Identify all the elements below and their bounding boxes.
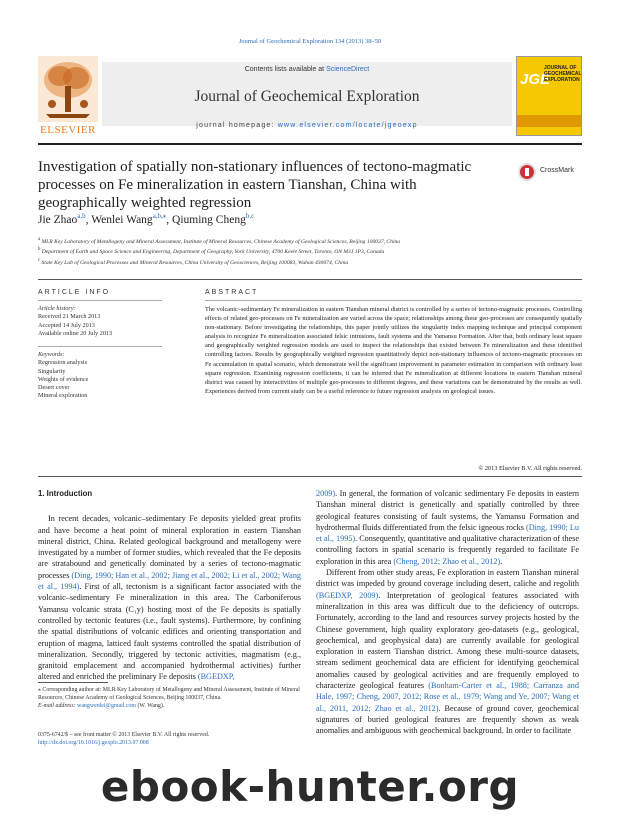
author-separator: , xyxy=(166,213,173,226)
paragraph-text: . xyxy=(500,556,503,566)
history-item: Available online 20 July 2013 xyxy=(38,329,113,337)
paragraph-text: . Consequently, quantitative and qualitative characterization of these controlling factors in spatial scenario is frequently regarded to facilitate Fe exploration in this area xyxy=(316,534,579,566)
keywords-block xyxy=(38,351,162,401)
header-divider xyxy=(38,279,582,280)
citation-link[interactable]: (BGEDXP, 2009) xyxy=(316,590,379,600)
keyword-item: Mineral exploration xyxy=(38,392,88,400)
journal-citation[interactable]: Journal of Geochemical Exploration 134 (2013) 38–50 xyxy=(238,38,382,45)
keyword-item: Desert cover xyxy=(38,384,70,392)
abstract-bottom-rule xyxy=(38,476,582,477)
cover-band xyxy=(517,115,581,127)
history-item: Accepted 14 July 2013 xyxy=(38,321,95,329)
homepage-line xyxy=(102,122,512,129)
abstract-rule xyxy=(205,300,582,301)
homepage-link[interactable]: www.elsevier.com/locate/jgeoexp xyxy=(277,122,418,129)
cover-abbreviation: JGE xyxy=(520,71,551,88)
history-label: Article history: xyxy=(38,305,76,312)
body-paragraph xyxy=(316,567,579,736)
author-name: Wenlei Wang xyxy=(91,213,153,226)
paragraph-text: . In general, the formation of volcanic sedimentary Fe deposits in eastern Tianshan mineral district is genetically and spatially controlled by three geological features consisting of fault systems, the Yamansu Formation and hydrothermal fluids differentiated from the felsic igneous rocks xyxy=(316,489,579,532)
body-column-right xyxy=(316,488,579,737)
sciencedirect-link[interactable]: ScienceDirect xyxy=(326,66,370,73)
elsevier-logo xyxy=(38,56,98,136)
citation-link[interactable]: (BGEDXP, xyxy=(197,672,235,682)
elsevier-tree-icon xyxy=(38,56,98,122)
affiliation-list xyxy=(38,236,582,267)
journal-masthead xyxy=(38,52,582,138)
left-paragraphs xyxy=(38,513,301,682)
author-name: Qiuming Cheng xyxy=(172,213,246,226)
doi-link[interactable]: http://dx.doi.org/10.1016/j.gexplo.2013.07.008 xyxy=(38,740,149,746)
email-label: E-mail address: xyxy=(38,703,78,709)
affiliation-item xyxy=(38,236,582,246)
affiliation-text: Department of Earth and Space Science and Engineering, Department of Geography, York University, 4700 Keele Street, Toronto, ON M3J 1P3, Canada xyxy=(41,249,385,256)
keywords-label: Keywords: xyxy=(38,351,65,358)
abstract-heading: ABSTRACT xyxy=(205,289,259,296)
journal-cover-thumbnail xyxy=(516,56,582,136)
corresponding-author-footnote xyxy=(38,686,301,710)
paragraph-text: Different from other study areas, Fe exploration in eastern Tianshan mineral district was impeded by ground coverage including desert, caliche and regolith xyxy=(316,568,579,589)
affiliation-marker: b xyxy=(38,247,41,253)
article-info-rule xyxy=(38,300,162,301)
affiliation-item xyxy=(38,257,582,267)
body-paragraph xyxy=(38,513,301,682)
author-affiliation-marker[interactable]: b,c xyxy=(245,212,255,220)
paragraph-text: . Because of ground cover, geochemical signatures of buried geological features are frequently shown as weak anomalies and ambiguous with geochemical background. In order to facilitate xyxy=(316,703,580,736)
history-list xyxy=(38,313,162,338)
contents-prefix: Contents lists available at xyxy=(244,66,327,73)
paragraph-text: In recent decades, volcanic–sedimentary Fe deposits yielded great profits and have become a heat point of mineral exploration in eastern Tianshan mineral district, China. Related geological background and metallogeny were investigated by a number of former studies, which revealed that the Fe deposits are stratabound and genetically dominated by a series of tectono-magmatic processes xyxy=(38,514,301,580)
citation-link[interactable]: (Bonham-Carter et al., 1988; Carranza and Hale, 1997; Cheng, 2007, 2012; Rose et al., 1979; Wang and Ye, 2007; Wang et al., 2011, 2012; Zhao et al., 2012) xyxy=(316,681,579,713)
journal-name: Journal of Geochemical Exploration xyxy=(194,88,420,105)
keyword-item: Regression analysis xyxy=(38,359,87,367)
masthead-rule xyxy=(38,143,582,145)
affiliation-marker: a xyxy=(38,237,41,242)
section-title-introduction: 1. Introduction xyxy=(38,489,93,498)
footnote-rule xyxy=(38,682,108,683)
article-info-heading: ARTICLE INFO xyxy=(38,289,111,296)
right-paragraphs xyxy=(316,488,579,737)
author-affiliation-marker[interactable]: a,b,⁎ xyxy=(152,212,167,220)
keywords-rule xyxy=(38,346,162,347)
author-name: Jie Zhao xyxy=(38,213,78,226)
history-item: Received 21 March 2013 xyxy=(38,313,101,321)
citation-link[interactable]: 2009) xyxy=(316,489,336,498)
issn-block xyxy=(38,731,301,747)
paragraph-text: . Interpretation of geological features associated with mineralization in this area was difficult due to the deficiency of outcrops. Fortunately, according to the land and resources survey projects hosted by the Chinese government, high quality exploratory geo-datasets (e.g., geological, geochemical, and geophysical data) are currently available for geological exploration in eastern Tianshan district. Among these multi-source datasets, stream sediment geochemical data are efficient for identifying geochemical anomalies caused by geological activities and are frequently employed to characterize geological features xyxy=(316,590,579,691)
affiliation-text: MLR Key Laboratory of Metallogeny and Mineral Assessment, Institute of Mineral Resources, Chinese Academy of Geological Sciences, Beijing 100037, China xyxy=(41,238,401,245)
watermark-text: ebook-hunter.org xyxy=(100,762,520,811)
affiliation-item xyxy=(38,246,582,256)
issn-line: 0375-6742/$ – see front matter © 2013 Elsevier B.V. All rights reserved. xyxy=(38,732,210,738)
citation-link[interactable]: (Ding, 1990; Han et al., 2002; Jiang et al., 2002; Li et al., 2002; Wang et al., 1994) xyxy=(38,570,302,592)
crossmark-icon xyxy=(518,163,536,181)
citation-link[interactable]: (Ding, 1990; Lu et al., 1995) xyxy=(316,522,579,544)
corresponding-author-text: ⁎ Corresponding author at: MLR Key Laboratory of Metallogeny and Mineral Assessment, Institute of Mineral Resources, Chinese Academy of Geological Sciences, Beijing 100037, China. xyxy=(38,687,300,701)
body-column-left xyxy=(38,488,301,683)
body-paragraph xyxy=(316,488,579,567)
cover-title: JOURNAL OF GEOCHEMICAL EXPLORATION xyxy=(544,65,582,83)
keyword-item: Singularity xyxy=(38,367,66,375)
crossmark-badge[interactable] xyxy=(518,162,588,184)
crossmark-label: CrossMark xyxy=(540,167,574,174)
article-title: Investigation of spatially non-stationary influences of tectono-magmatic processes on Fe mineralization in eastern Tianshan, China with geographically weighted regression xyxy=(38,159,472,211)
author-list xyxy=(38,212,582,226)
affiliation-marker: c xyxy=(38,257,41,263)
keyword-item: Weights of evidence xyxy=(38,375,89,383)
affiliation-text: State Key Lab of Geological Processes and Mineral Resources, China University of Geosciences, Beijing 100083, Wuhan 430074, China xyxy=(41,259,349,266)
paragraph-text: . First of all, tectonism is a significant factor associated with the volcanic–sedimentary Fe mineralization in this area. The Carboniferous Yamansu volcanic strata (C₁y) hosting most of the Fe deposits is spatially controlled by tectonic features (i.e., fault systems). Furthermore, by confining the spatial distributions of volcanic edifices and orienting transportation and eruption of magma, latticed fault systems controlled the spatial distribution of mineralization. Secondly, triggered by tectonic activities, magmatism (e.g., granitoid emplacement and accompanied hydrothermal activities) further altered and enriched the preliminary Fe deposits xyxy=(38,582,301,682)
citation-link[interactable]: (Cheng, 2012; Zhao et al., 2012) xyxy=(393,556,501,566)
abstract-text: The volcanic–sedimentary Fe mineralization in eastern Tianshan mineral district is controlled by a series of tectono-magmatic processes. Controlling effects of related geo-processes on Fe mineralization are varied across the space; relationships among these geo-processes are consequently spatially non-stationary. Before investigating the relationships, this paper jointly utilizes the singularity index mapping technique and principal component analysis to recognize Fe mineralization associated felsic intrusions, fault systems and the Yamansu Formation. After that, both ordinary least square and geographically weighted regression models are used to inspect the relationships that existed between Fe mineralization and these identified controlling factors. Results by geographically weighted regression quantitatively depict non-stationary influences of tectono-magmatic processes on Fe accumulation in spatial scenario, which demonstrate well the significant improvement in parameter estimation in comparison with ordinary least square regression. Examining regression coefficients, it can be inferred that Fe mineralization at different locations in eastern Tianshan mineral district was caused by interactivities of multiple geo-processes to different degrees, and these variations can be demonstrated by the results as well. Experiences derived from current study can be a useful reference to future regression analysis on geological issues. xyxy=(205,306,582,395)
article-history xyxy=(38,305,162,338)
email-line xyxy=(38,702,301,710)
contents-line xyxy=(102,66,512,73)
copyright-line: © 2013 Elsevier B.V. All rights reserved. xyxy=(478,465,582,472)
email-link[interactable]: wangwenlei@gmail.com xyxy=(77,703,136,709)
publisher-name: ELSEVIER xyxy=(40,124,96,136)
author-affiliation-marker[interactable]: a,b xyxy=(77,212,86,220)
email-suffix: (W. Wang). xyxy=(135,703,165,709)
author-separator: , xyxy=(85,213,92,226)
keyword-list xyxy=(38,359,162,400)
homepage-prefix: journal homepage: xyxy=(196,122,278,129)
